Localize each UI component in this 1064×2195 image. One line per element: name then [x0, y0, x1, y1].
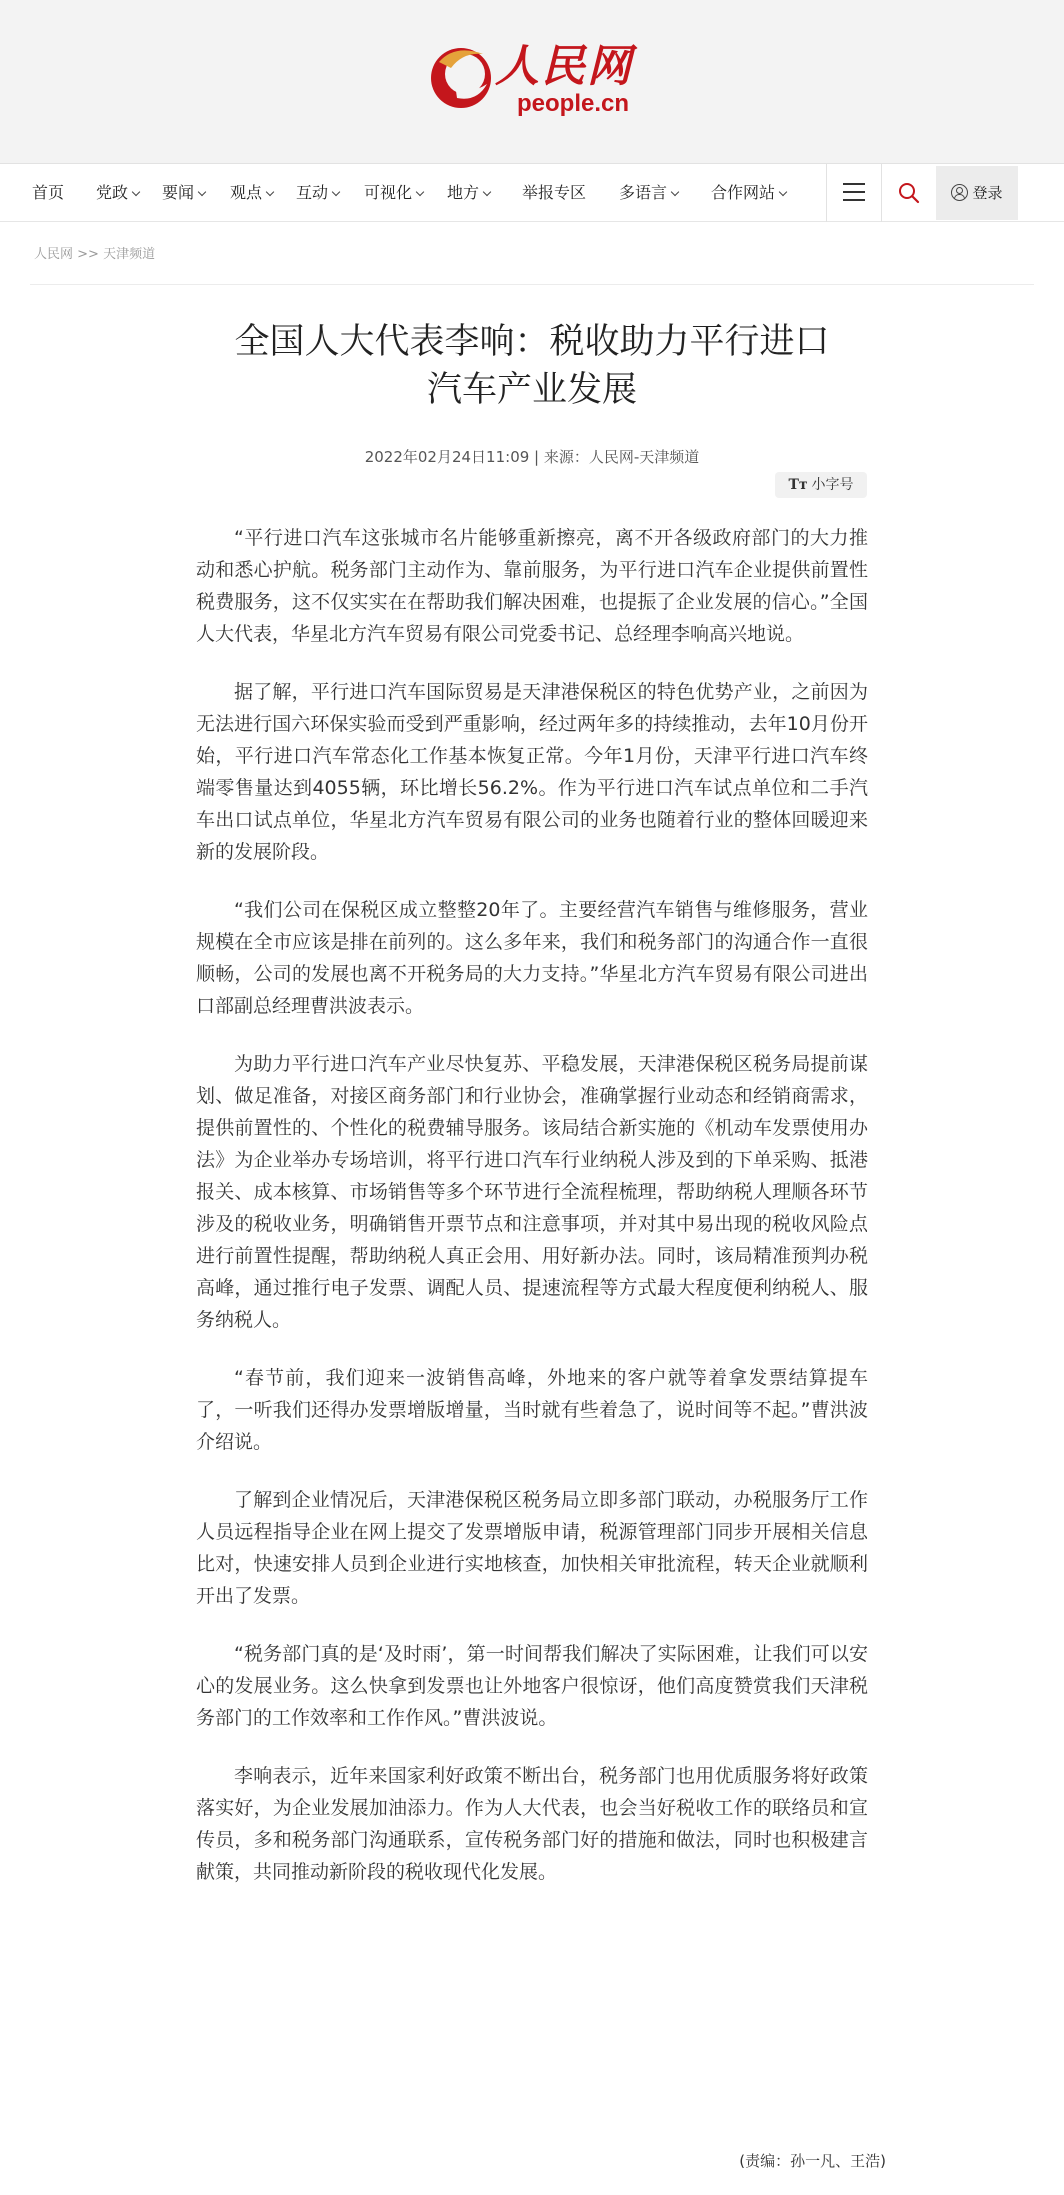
login-label: 登录: [972, 184, 1003, 202]
chevron-down-icon: [483, 188, 491, 196]
nav-item-opinion[interactable]: [230, 164, 273, 222]
nav-item-label: 首页: [32, 183, 65, 202]
article-body: [196, 522, 868, 1914]
breadcrumb-separator: >>: [77, 247, 99, 262]
font-size-toggle[interactable]: [775, 472, 867, 498]
search-icon[interactable]: [897, 181, 921, 205]
article-title-line: 全国人大代表李响：税收助力平行进口: [234, 322, 830, 362]
site-header: [0, 0, 1064, 164]
nav-item-label: 举报专区: [522, 183, 587, 202]
chevron-down-icon: [332, 188, 340, 196]
nav-item-news[interactable]: [162, 164, 205, 222]
chevron-down-icon: [671, 188, 679, 196]
nav-item-label: 可视化: [364, 183, 413, 202]
chevron-down-icon: [132, 188, 140, 196]
nav-item-party[interactable]: [96, 164, 139, 222]
main-nav: [0, 164, 1064, 222]
nav-item-label: 党政: [96, 183, 129, 202]
divider: [30, 284, 1034, 285]
nav-divider: [826, 164, 827, 222]
nav-item-home[interactable]: [32, 164, 64, 222]
article-paragraph: 李响表示，近年来国家利好政策不断出台，税务部门也用优质服务将好政策落实好，为企业发展加油添力。作为人大代表，也会当好税收工作的联络员和宣传员，多和税务部门沟通联系，宣传税务部门好的措施和做法，同时也积极建言献策，共同推动新阶段的税收现代化发展。: [196, 1765, 868, 1883]
logo-mark-icon: [425, 40, 497, 112]
nav-item-label: 多语言: [619, 183, 668, 202]
nav-item-report[interactable]: [522, 164, 586, 222]
article-paragraph: “平行进口汽车这张城市名片能够重新擦亮，离不开各级政府部门的大力推动和悉心护航。税务部门主动作为、靠前服务，为平行进口汽车企业提供前置性税费服务，这不仅实实在在帮助我们解决困难，也提振了企业发展的信心。”全国人大代表，华星北方汽车贸易有限公司党委书记、总经理李响高兴地说。: [196, 527, 868, 645]
login-button[interactable]: [936, 166, 1018, 220]
article-paragraph: 据了解，平行进口汽车国际贸易是天津港保税区的特色优势产业，之前因为无法进行国六环保实验而受到严重影响，经过两年多的持续推动，去年10月份开始，平行进口汽车常态化工作基本恢复正常。今年1月份，天津平行进口汽车终端零售量达到4055辆，环比增长56.2%。作为平行进口汽车试点单位和二手汽车出口试点单位，华星北方汽车贸易有限公司的业务也随着行业的整体回暖迎来新的发展阶段。: [196, 681, 868, 863]
font-size-label: 小字号: [811, 477, 854, 493]
chevron-down-icon: [198, 188, 206, 196]
site-logo[interactable]: [425, 40, 640, 118]
nav-item-local[interactable]: [447, 164, 490, 222]
nav-item-label: 观点: [230, 183, 263, 202]
nav-divider: [881, 164, 882, 222]
user-icon: [951, 184, 968, 201]
article-paragraph: “春节前，我们迎来一波销售高峰，外地来的客户就等着拿发票结算提车了，一听我们还得办发票增版增量，当时就有些着急了，说时间等不起。”曹洪波介绍说。: [196, 1367, 868, 1453]
font-size-icon: Tт: [788, 477, 808, 493]
article-paragraph: 为助力平行进口汽车产业尽快复苏、平稳发展，天津港保税区税务局提前谋划、做足准备，对接区商务部门和行业协会，准确掌握行业动态和经销商需求，提供前置性的、个性化的税费辅导服务。该局结合新实施的《机动车发票使用办法》为企业举办专场培训，将平行进口汽车行业纳税人涉及到的下单采购、抵港报关、成本核算、市场销售等多个环节进行全流程梳理，帮助纳税人理顺各环节涉及的税收业务，明确销售开票节点和注意事项，并对其中易出现的税收风险点进行前置性提醒，帮助纳税人真正会用、用好新办法。同时，该局精准预判办税高峰，通过推行电子发票、调配人员、提速流程等方式最大程度便利纳税人、服务纳税人。: [196, 1053, 868, 1331]
nav-item-interaction[interactable]: [296, 164, 339, 222]
logo-text-cn: 人民网: [495, 41, 633, 92]
article-title: [180, 318, 884, 414]
breadcrumb-channel-link[interactable]: 天津频道: [103, 247, 156, 262]
nav-item-partners[interactable]: [711, 164, 786, 222]
article-paragraph: 了解到企业情况后，天津港保税区税务局立即多部门联动，办税服务厅工作人员远程指导企业在网上提交了发票增版申请，税源管理部门同步开展相关信息比对，快速安排人员到企业进行实地核查，加快相关审批流程，转天企业就顺利开出了发票。: [196, 1489, 868, 1607]
article-meta: 2022年02月24日11:09 | 来源：人民网-天津频道: [364, 448, 700, 466]
logo-text-en: people.cn: [517, 90, 630, 117]
article-title-line: 汽车产业发展: [426, 370, 637, 410]
article-paragraph: “税务部门真的是‘及时雨’，第一时间帮我们解决了实际困难，让我们可以安心的发展业务。这么快拿到发票也让外地客户很惊讶，他们高度赞赏我们天津税务部门的工作效率和工作作风。”曹洪波说。: [196, 1643, 868, 1729]
chevron-down-icon: [266, 188, 274, 196]
chevron-down-icon: [779, 188, 787, 196]
nav-item-label: 要闻: [162, 183, 195, 202]
chevron-down-icon: [416, 188, 424, 196]
nav-item-label: 互动: [296, 183, 329, 202]
nav-item-visual[interactable]: [364, 164, 423, 222]
breadcrumb-home-link[interactable]: 人民网: [34, 247, 74, 262]
nav-item-label: 地方: [447, 183, 480, 202]
breadcrumb: [34, 243, 155, 262]
nav-item-label: 合作网站: [711, 183, 776, 202]
article-paragraph: “我们公司在保税区成立整整20年了。主要经营汽车销售与维修服务，营业规模在全市应该是排在前列的。这么多年来，我们和税务部门的沟通合作一直很顺畅，公司的发展也离不开税务局的大力支持。”华星北方汽车贸易有限公司进出口部副总经理曹洪波表示。: [196, 899, 868, 1017]
nav-item-languages[interactable]: [619, 164, 678, 222]
article-editor: (责编：孙一凡、王浩): [739, 2152, 886, 2170]
menu-icon[interactable]: [843, 183, 865, 203]
